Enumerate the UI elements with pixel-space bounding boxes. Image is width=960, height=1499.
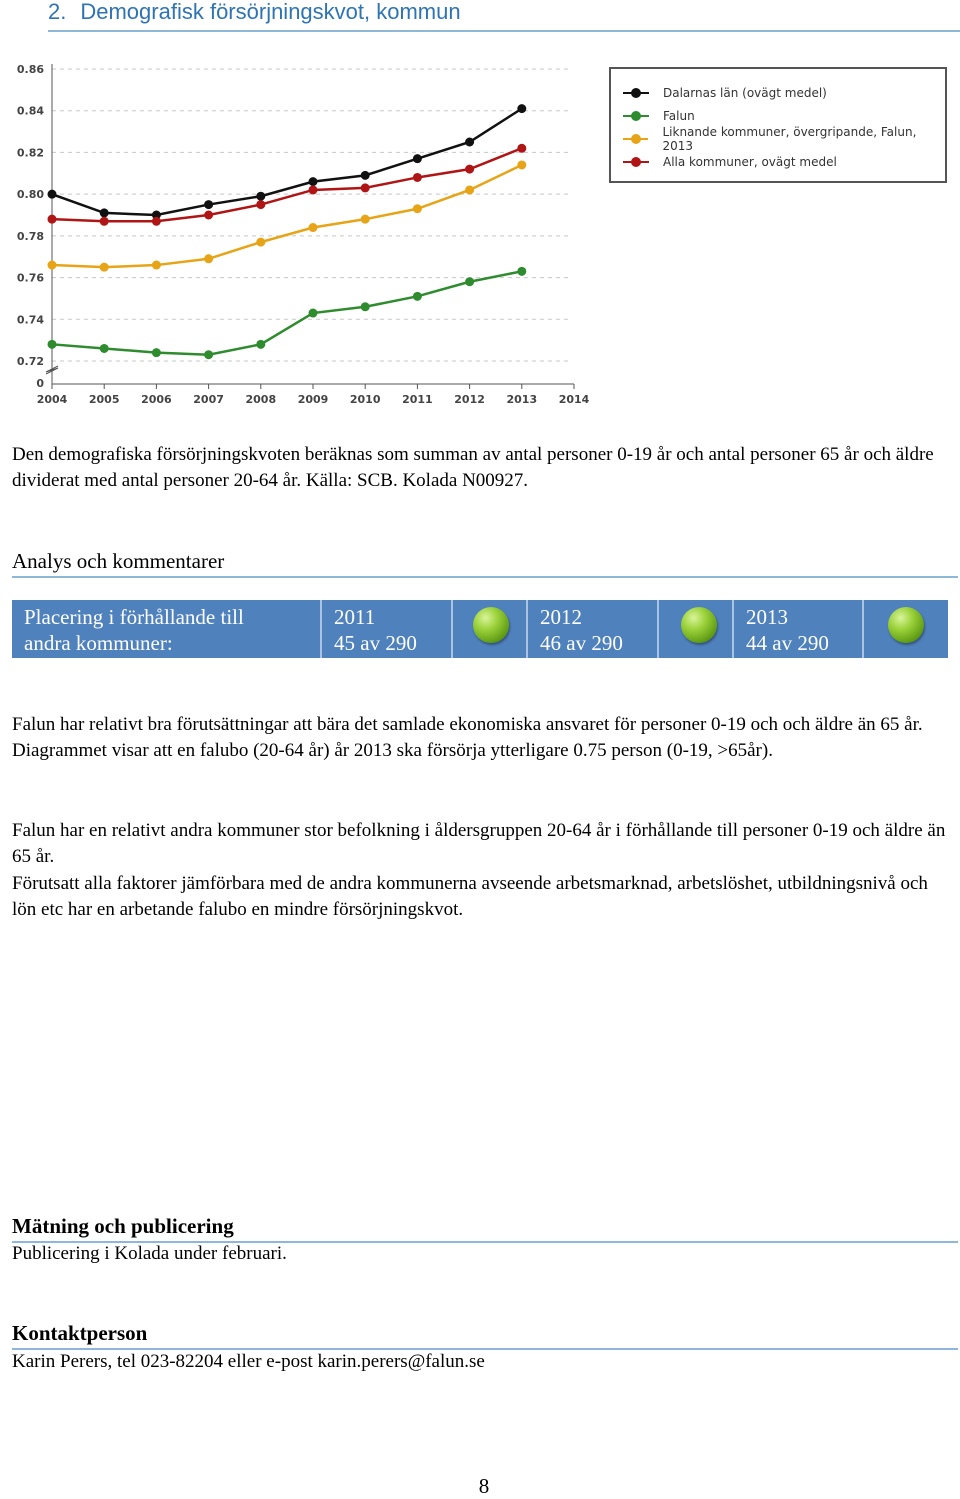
x-tick-label: 2009: [297, 393, 329, 406]
data-point: [48, 261, 57, 270]
x-tick-label: 2008: [245, 393, 277, 406]
x-tick-label: 2007: [193, 393, 224, 406]
data-point: [152, 261, 161, 270]
x-tick-label: 2013: [506, 393, 538, 406]
y-tick-label: 0.84: [16, 104, 44, 118]
y-tick-label: 0.86: [16, 63, 44, 76]
data-point: [204, 350, 213, 359]
data-point: [465, 277, 474, 286]
ranking-year: 2011: [334, 605, 376, 629]
line-chart: [0, 50, 600, 415]
x-tick-label: 2010: [349, 393, 381, 406]
ranking-value: 45 av 290: [334, 631, 417, 655]
legend-marker-icon: [623, 157, 649, 167]
heading-title: Demografisk försörjningskvot, kommun: [80, 0, 461, 24]
contact-text: Karin Perers, tel 023-82204 eller e-post karin.perers@falun.se: [12, 1351, 485, 1372]
series-line: [52, 165, 522, 267]
y-tick-label: 0.78: [16, 229, 44, 243]
data-point: [256, 238, 265, 247]
data-point: [309, 309, 318, 318]
section-heading: [48, 0, 960, 32]
legend-marker-icon: [623, 134, 648, 144]
data-point: [309, 177, 318, 186]
series-line: [52, 109, 522, 215]
ranking-indicator-cell: [453, 600, 528, 658]
data-point: [361, 302, 370, 311]
y-tick-label: 0.72: [16, 355, 44, 368]
data-point: [361, 215, 370, 224]
x-tick-label: 2006: [141, 393, 172, 406]
y-tick-label: 0.74: [16, 313, 44, 327]
x-tick-label: 2011: [402, 393, 433, 406]
y-tick-label: 0.80: [16, 188, 44, 202]
ranking-year: 2012: [540, 605, 582, 629]
chart-legend: [609, 67, 947, 183]
analysis-title: Analys och kommentarer: [12, 548, 958, 578]
data-point: [517, 267, 526, 276]
data-point: [48, 190, 57, 199]
data-point: [100, 208, 109, 217]
ranking-cell-2012: [528, 600, 659, 658]
legend-item: [623, 124, 945, 153]
ranking-indicator-cell: [864, 600, 948, 658]
analysis-paragraph-2: Falun har en relativt andra kommuner stor befolkning i åldersgruppen 20-64 år i förhållande till personer 0-19 och äldre än 65 år.: [12, 820, 946, 867]
data-point: [100, 217, 109, 226]
data-point: [517, 104, 526, 113]
ranking-year: 2013: [746, 605, 788, 629]
data-point: [256, 192, 265, 201]
series-line: [52, 148, 522, 221]
green-status-icon: [888, 607, 924, 643]
legend-label: Alla kommuner, ovägt medel: [663, 154, 837, 169]
measurement-text: Publicering i Kolada under februari.: [12, 1243, 287, 1264]
chart-description: Den demografiska försörjningskvoten beräknas som summan av antal personer 0-19 år och antal personer 65 år och äldre dividerat med antal personer 20-64 år. Källa: SCB. Kolada N00927.: [12, 444, 934, 491]
legend-label: Dalarnas län (ovägt medel): [663, 85, 827, 100]
ranking-label-line1: Placering i förhållande till: [24, 605, 244, 629]
page-number: 8: [478, 1474, 490, 1498]
data-point: [48, 215, 57, 224]
heading-number: 2.: [48, 0, 67, 24]
x-tick-label: 2014: [558, 393, 590, 406]
data-point: [204, 254, 213, 263]
ranking-indicator-cell: [659, 600, 734, 658]
data-point: [309, 223, 318, 232]
ranking-value: 44 av 290: [746, 631, 829, 655]
data-point: [100, 344, 109, 353]
legend-item: [623, 150, 945, 173]
data-point: [413, 204, 422, 213]
legend-marker-icon: [623, 88, 649, 98]
series-line: [52, 271, 522, 354]
data-point: [465, 165, 474, 174]
legend-marker-icon: [623, 111, 649, 121]
data-point: [256, 200, 265, 209]
ranking-label-line2: andra kommuner:: [24, 631, 173, 655]
analysis-paragraph-1: Falun har relativt bra förutsättningar att bära det samlade ekonomiska ansvaret för personer 0-19 och och äldre än 65 år. Diagrammet visar att en falubo (20-64 år) år 2013 ska försörja ytterligare 0.75 person (0-19, >65år).: [12, 714, 923, 761]
data-point: [413, 292, 422, 301]
data-point: [152, 217, 161, 226]
data-point: [413, 173, 422, 182]
legend-item: [623, 81, 945, 104]
data-point: [204, 200, 213, 209]
data-point: [361, 171, 370, 180]
data-point: [465, 185, 474, 194]
ranking-value: 46 av 290: [540, 631, 623, 655]
x-tick-label: 2005: [88, 393, 120, 406]
data-point: [309, 185, 318, 194]
ranking-cell-2013: [734, 600, 864, 658]
y-tick-label: 0.82: [16, 146, 44, 160]
data-point: [100, 263, 109, 272]
data-point: [413, 154, 422, 163]
ranking-label-cell: [12, 600, 322, 658]
measurement-title: Mätning och publicering: [12, 1213, 958, 1243]
data-point: [152, 348, 161, 357]
ranking-cell-2011: [322, 600, 453, 658]
y-tick-label: 0: [36, 377, 44, 390]
data-point: [465, 138, 474, 147]
y-tick-label: 0.76: [16, 271, 44, 285]
green-status-icon: [473, 607, 509, 643]
data-point: [256, 340, 265, 349]
data-point: [204, 211, 213, 220]
x-tick-label: 2004: [36, 393, 68, 406]
data-point: [48, 340, 57, 349]
ranking-table: [12, 600, 948, 658]
legend-label: Falun: [663, 108, 695, 123]
green-status-icon: [681, 607, 717, 643]
data-point: [361, 183, 370, 192]
contact-title: Kontaktperson: [12, 1320, 958, 1350]
data-point: [517, 144, 526, 153]
data-point: [517, 160, 526, 169]
x-tick-label: 2012: [454, 393, 485, 406]
analysis-paragraph-3: Förutsatt alla faktorer jämförbara med de andra kommunerna avseende arbetsmarknad, arbetslöshet, utbildningsnivå och lön etc har en arbetande falubo en mindre försörjningskvot.: [12, 873, 928, 920]
legend-label: Liknande kommuner, övergripande, Falun, 2013: [662, 124, 917, 153]
